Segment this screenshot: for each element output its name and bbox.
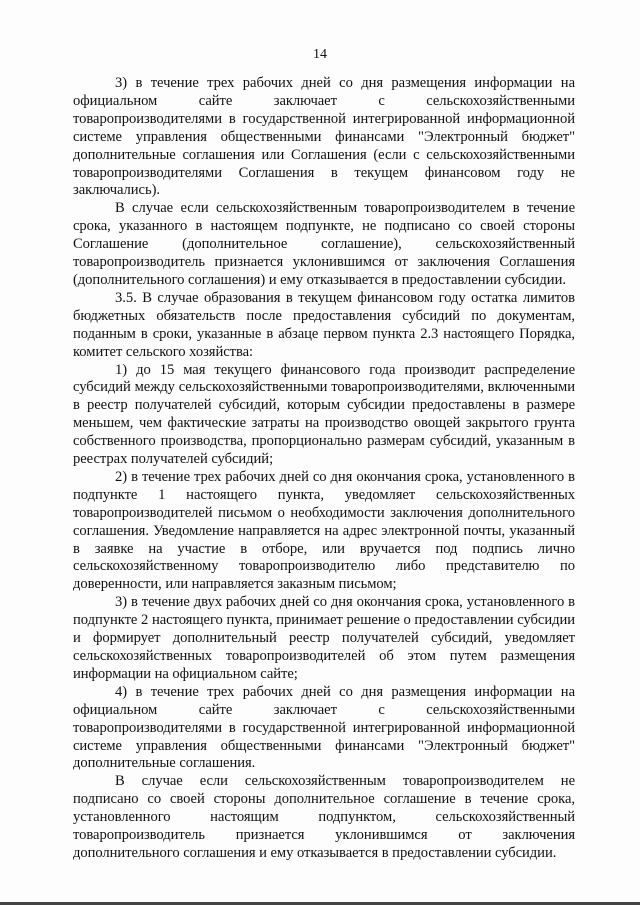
paragraph-clause-3-5-item-2: 2) в течение трех рабочих дней со дня окончания срока, установленного в подпункте 1 настоящего пункта, уведомляет сельскохозяйственных товаропроизводителей письмом о необходимости заключения дополнительного соглашения. Уведомление направляется на адрес электронной почты, указанный в заявке на участие в отборе, или вручается под подпись лично сельскохозяйственному товаропроизводителю либо представителю по доверенности, или направляется заказным письмом; <box>73 468 575 593</box>
document-body <box>73 75 575 863</box>
paragraph-clause-3-5-item-4: 4) в течение трех рабочих дней со дня размещения информации на официальном сайте заключает с сельскохозяйственными товаропроизводителями в государственной интегрированной информационной системе управления общественными финансами "Электронный бюджет" дополнительные соглашения. <box>73 683 575 772</box>
paragraph-refusal-agreement: В случае если сельскохозяйственным товаропроизводителем в течение срока, указанного в настоящем подпункте, не подписано со своей стороны Соглашение (дополнительное соглашение), сельскохозяйственный товаропроизводитель признается уклонившимся от заключения Соглашения (дополнительного соглашения) и ему отказывается в предоставлении субсидии. <box>73 200 575 288</box>
paragraph-clause-3-5: 3.5. В случае образования в текущем финансовом году остатка лимитов бюджетных обязательств после предоставления субсидий по документам, поданным в сроки, указанные в абзаце первом пункта 2.3 настоящего Порядка, комитет сельского хозяйства: <box>73 289 575 360</box>
paragraph-clause-3-5-item-1: 1) до 15 мая текущего финансового года производит распределение субсидий между сельскохозяйственными товаропроизводителями, включенными в реестр получателей субсидий, которым субсидии предоставлены в размере меньшем, чем фактические затраты на производство овощей закрытого грунта собственного производства, пропорционально размерам субсидий, указанным в реестрах получателей субсидий; <box>73 361 575 468</box>
paragraph-subitem-3: 3) в течение трех рабочих дней со дня размещения информации на официальном сайте заключает с сельскохозяйственными товаропроизводителями в государственной интегрированной информационной системе управления общественными финансами "Электронный бюджет" дополнительные соглашения или Соглашения (если с сельскохозяйственными товаропроизводителями Соглашения в текущем финансовом году не заключались). <box>73 75 575 199</box>
paragraph-refusal-additional-agreement: В случае если сельскохозяйственным товаропроизводителем не подписано со своей стороны дополнительное соглашение в течение срока, установленного настоящим подпунктом, сельскохозяйственный товаропроизводитель признается уклонившимся от заключения дополнительного соглашения и ему отказывается в предоставлении субсидии. <box>73 773 575 861</box>
paragraph-clause-3-5-item-3: 3) в течение двух рабочих дней со дня окончания срока, установленного в подпункте 2 настоящего пункта, принимает решение о предоставлении субсидии и формирует дополнительный реестр получателей субсидий, уведомляет сельскохозяйственных товаропроизводителей об этом путем размещения информации на официальном сайте; <box>73 594 575 682</box>
page-number: 14 <box>313 47 327 62</box>
